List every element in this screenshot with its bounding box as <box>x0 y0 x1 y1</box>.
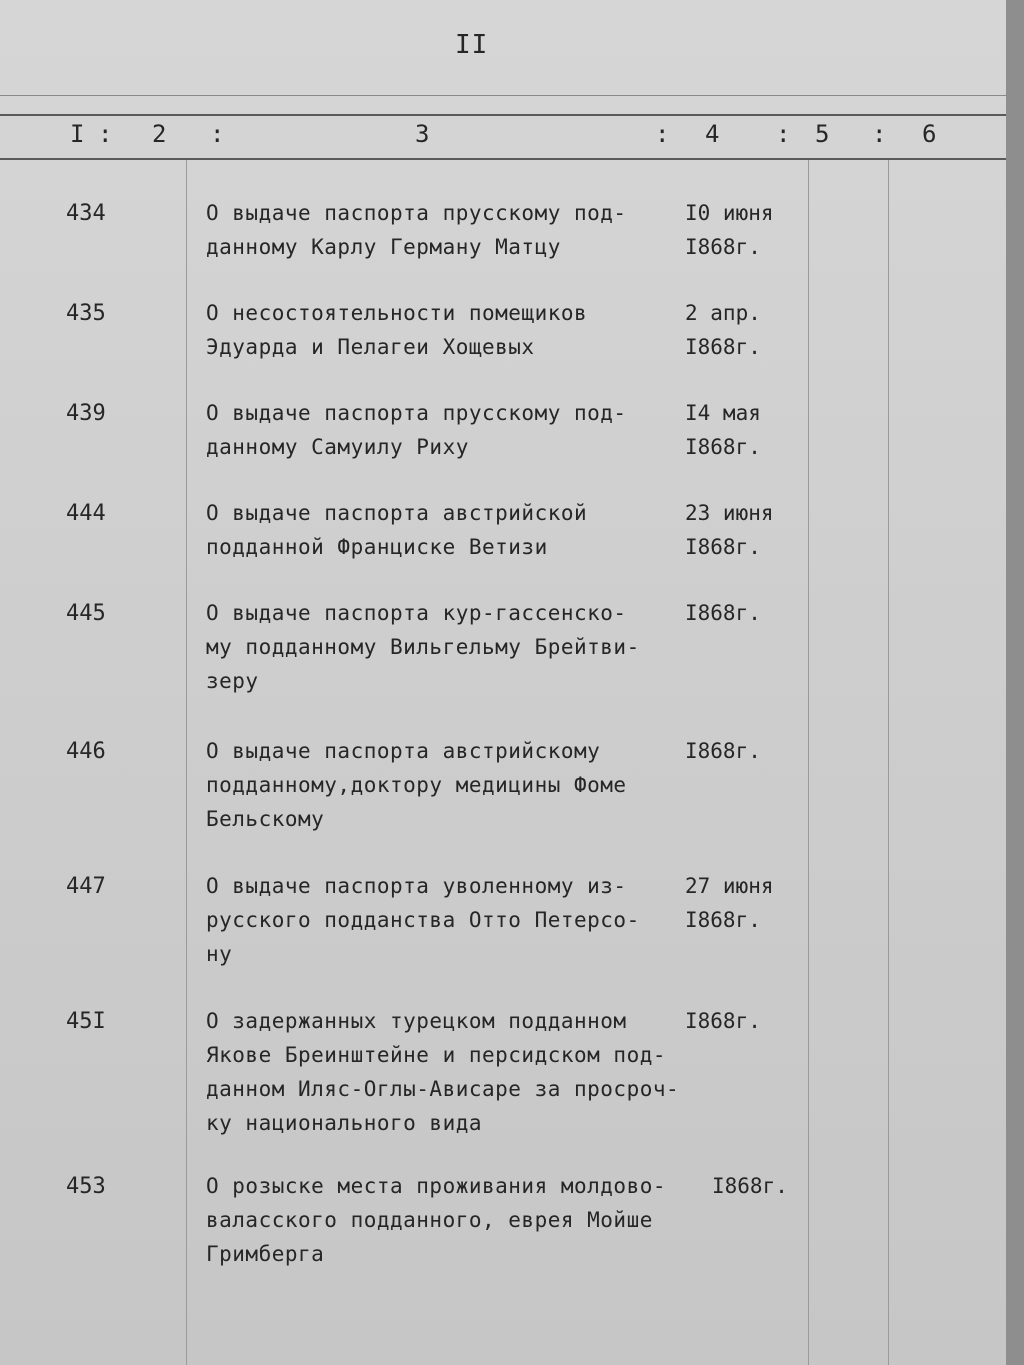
entry-title-line: данному Карлу Герману Матцу <box>206 235 561 259</box>
entry-title-line: ку национального вида <box>206 1111 483 1135</box>
entry-date-line: 2 апр. <box>685 301 761 325</box>
entry-title-line: О выдаче паспорта австрийской <box>206 501 588 525</box>
entry-number: 45I <box>66 1009 106 1034</box>
column-separator: : <box>98 120 113 148</box>
entry-date-line: I868г. <box>685 235 761 259</box>
entry-date-line: I868г. <box>712 1174 788 1198</box>
entry-date-line: I4 мая <box>685 401 761 425</box>
entry-title-line: О задержанных турецком подданном <box>206 1009 627 1033</box>
entry-number: 453 <box>66 1174 106 1199</box>
entry-title-line: Якове Бреинштейне и персидском под- <box>206 1043 667 1067</box>
entry-date-line: I868г. <box>685 908 761 932</box>
entry-title-line: О выдаче паспорта прусскому под- <box>206 401 627 425</box>
entry-title-line: русского подданства Отто Петерсо- <box>206 908 640 932</box>
column-header-5: 5 <box>815 120 830 148</box>
column-divider-2 <box>186 160 187 1365</box>
entry-title-line: Гримберга <box>206 1242 325 1266</box>
page-number: II <box>455 30 489 60</box>
entry-title-line: му подданному Вильгельму Брейтви- <box>206 635 640 659</box>
entry-title-line: данному Самуилу Риху <box>206 435 469 459</box>
column-separator: : <box>872 120 887 148</box>
entry-title-line: О выдаче паспорта австрийскому <box>206 739 601 763</box>
entry-date-line: I0 июня <box>685 201 774 225</box>
entry-date-line: 23 июня <box>685 501 774 525</box>
entry-title-line: О розыске места проживания молдово- <box>206 1174 667 1198</box>
page-edge-shadow <box>1006 0 1024 1365</box>
entry-number: 444 <box>66 501 106 526</box>
column-header-6: 6 <box>922 120 937 148</box>
entry-title-line: О выдаче паспорта прусскому под- <box>206 201 627 225</box>
entry-number: 435 <box>66 301 106 326</box>
entry-title-line: подданной Франциске Ветизи <box>206 535 548 559</box>
entry-date-line: I868г. <box>685 535 761 559</box>
column-separator: : <box>655 120 670 148</box>
entry-number: 446 <box>66 739 106 764</box>
entry-title-line: О выдаче паспорта кур-гассенско- <box>206 601 627 625</box>
column-separator: : <box>210 120 225 148</box>
header-rule-upper <box>0 114 1006 116</box>
entry-date-line: I868г. <box>685 739 761 763</box>
entry-title-line: валасского подданного, еврея Мойше <box>206 1208 653 1232</box>
entry-title-line: О выдаче паспорта уволенному из- <box>206 874 627 898</box>
entry-date-line: I868г. <box>685 435 761 459</box>
column-header-2: 2 <box>152 120 167 148</box>
entry-number: 447 <box>66 874 106 899</box>
entry-date-line: I868г. <box>685 335 761 359</box>
entry-title-line: Бельскому <box>206 807 325 831</box>
entry-number: 439 <box>66 401 106 426</box>
column-separator: : <box>776 120 791 148</box>
entry-title-line: подданному,доктору медицины Фоме <box>206 773 627 797</box>
column-header-1: I <box>70 120 85 148</box>
entry-title-line: данном Иляс-Оглы-Ависаре за просроч- <box>206 1077 680 1101</box>
entry-number: 445 <box>66 601 106 626</box>
entry-date-line: 27 июня <box>685 874 774 898</box>
column-header-4: 4 <box>705 120 720 148</box>
column-header-3: 3 <box>415 120 430 148</box>
header-top-rule <box>0 95 1006 96</box>
column-divider-5 <box>808 160 809 1365</box>
header-rule-lower <box>0 158 1006 160</box>
entry-date-line: I868г. <box>685 601 761 625</box>
entry-number: 434 <box>66 201 106 226</box>
entry-title-line: О несостоятельности помещиков <box>206 301 588 325</box>
entry-title-line: зеру <box>206 669 259 693</box>
entry-date-line: I868г. <box>685 1009 761 1033</box>
column-divider-6 <box>888 160 889 1365</box>
entry-title-line: Эдуарда и Пелагеи Хощевых <box>206 335 535 359</box>
entry-title-line: ну <box>206 942 233 966</box>
